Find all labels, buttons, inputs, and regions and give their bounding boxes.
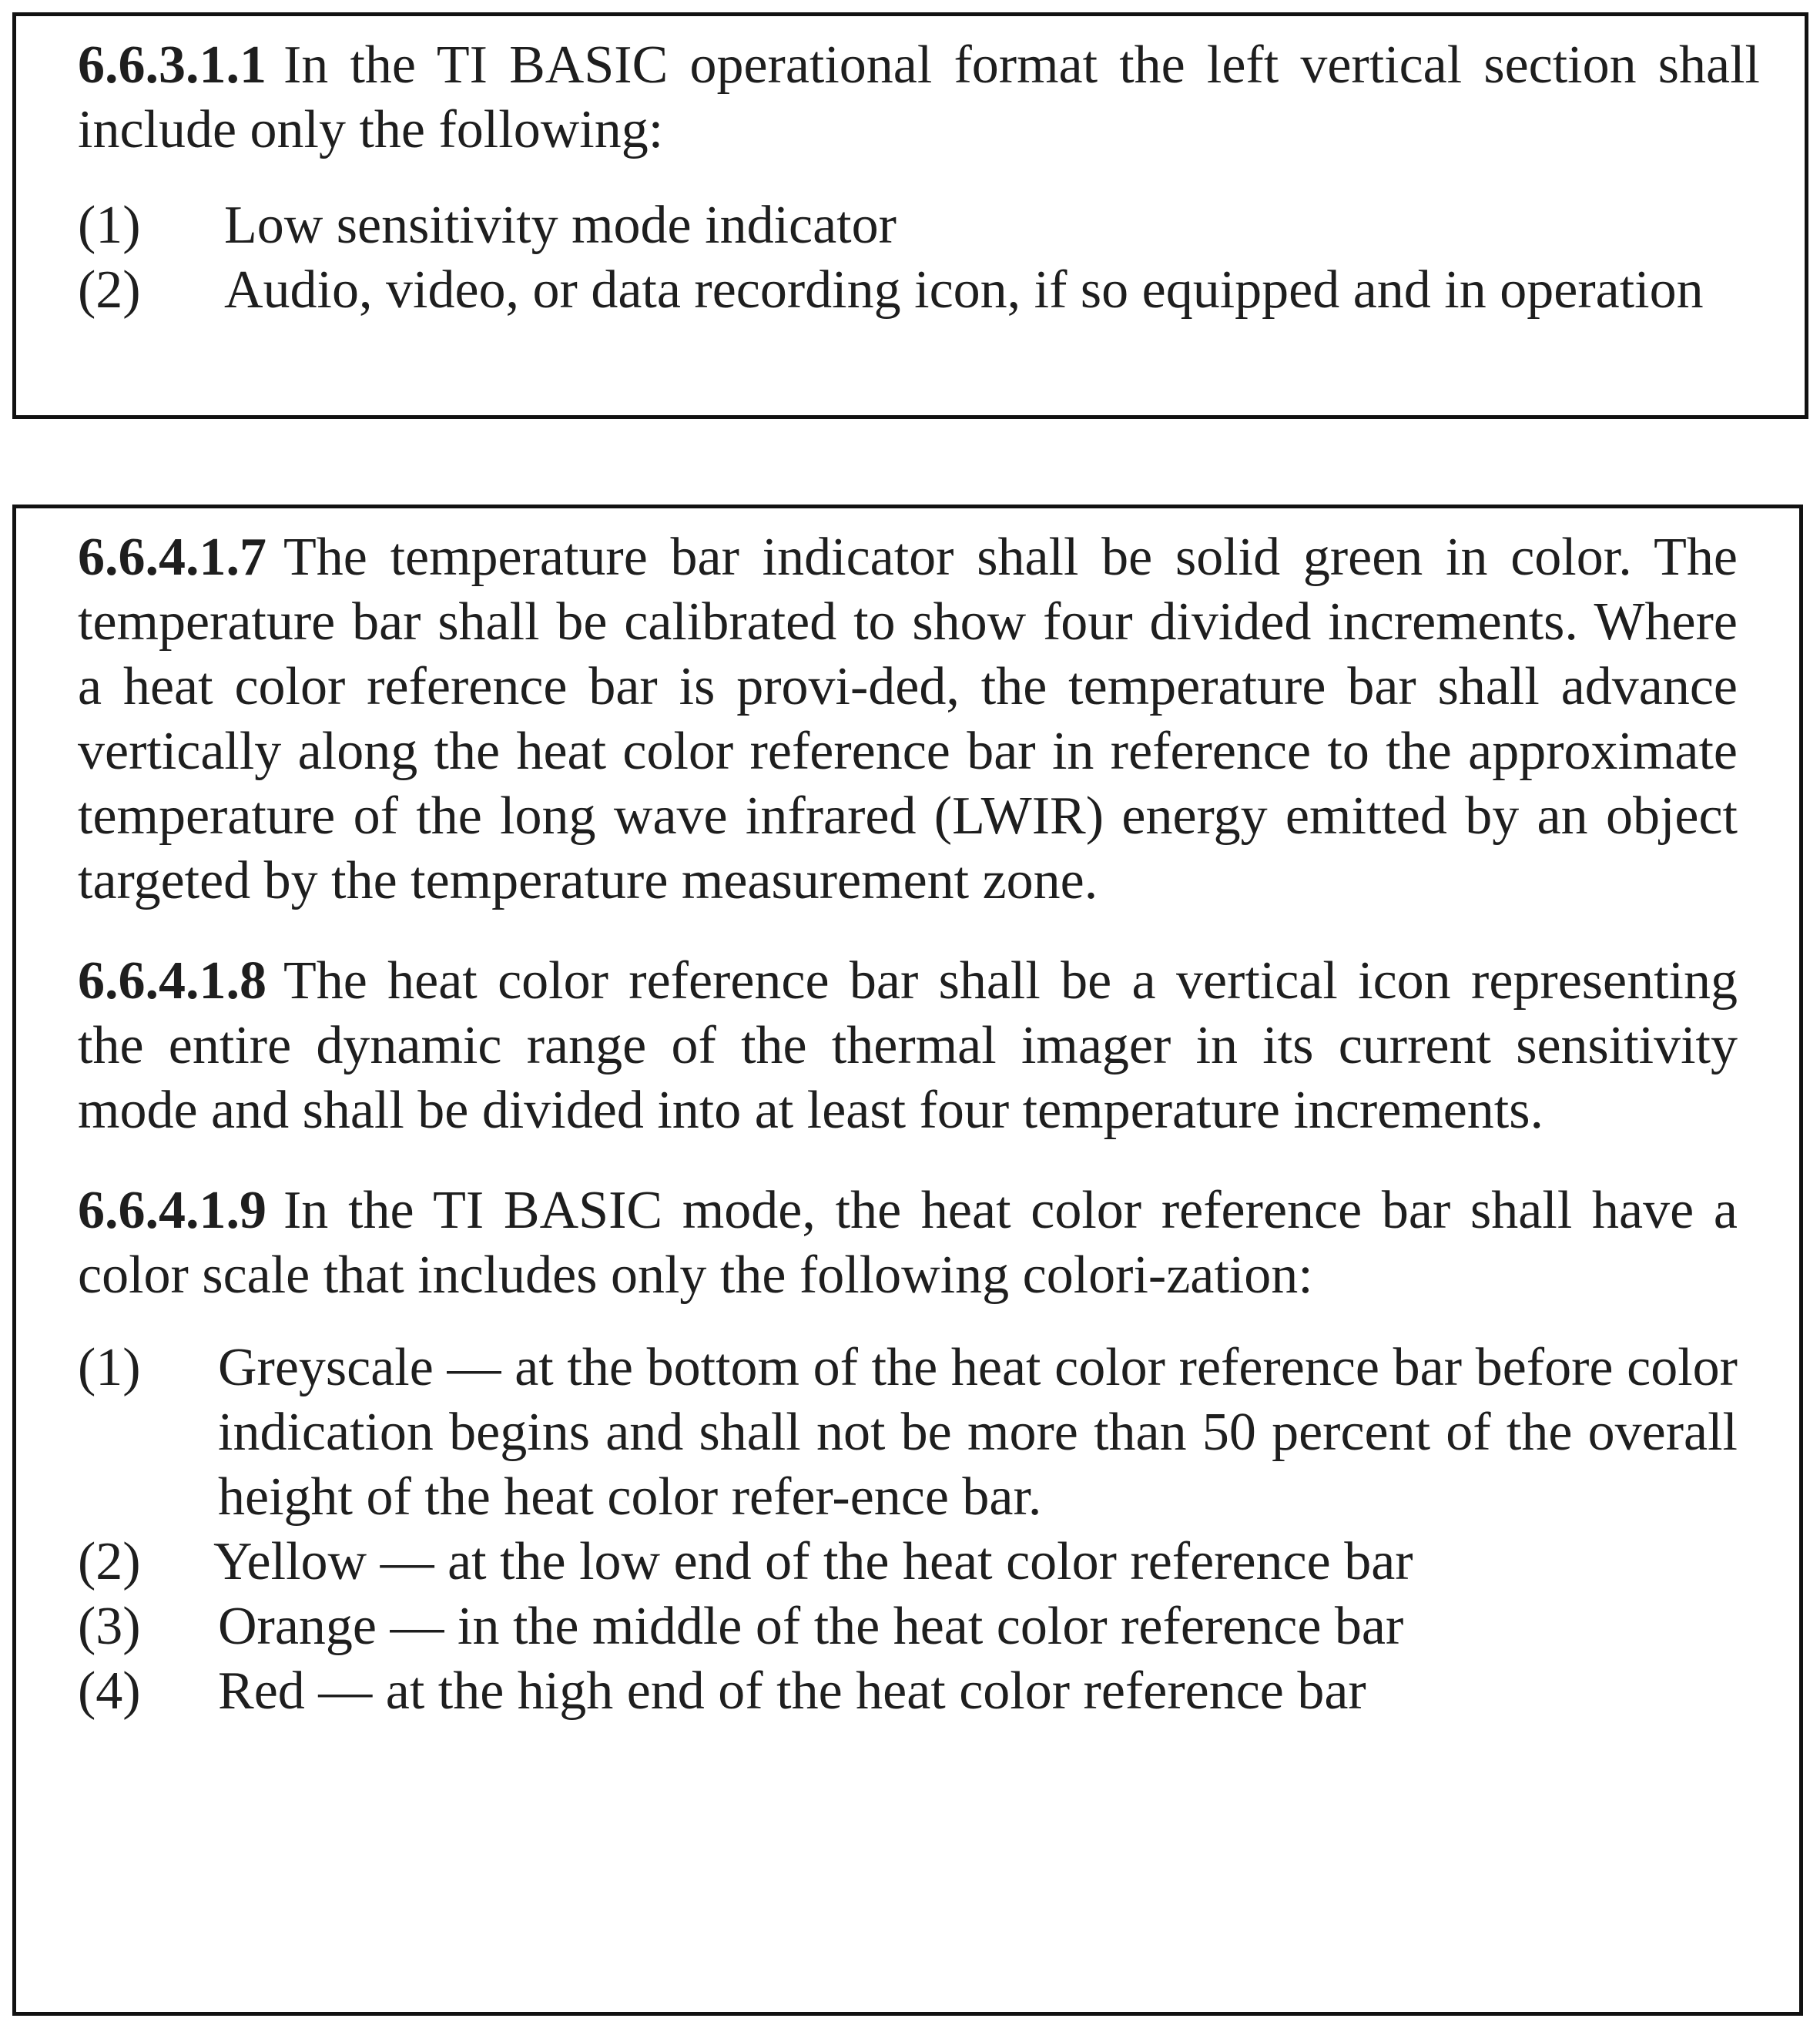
paragraph-number: 6.6.3.1.1	[78, 35, 266, 95]
list-item-label: (1)	[78, 1338, 141, 1397]
list-item-label: (4)	[78, 1661, 141, 1721]
paragraph-6-6-3-1-1	[78, 33, 1760, 163]
paragraph-number: 6.6.4.1.7	[78, 528, 266, 587]
paragraph-6-6-4-1-8	[78, 949, 1738, 1143]
list-item-text: Yellow — at the low end of the heat color reference bar	[213, 1532, 1413, 1591]
list-item-label: (3)	[78, 1597, 141, 1656]
list-item-label: (1)	[78, 196, 141, 255]
requirement-box-6-6-3-1-1	[12, 12, 1808, 419]
list-left-vertical-section	[78, 193, 1760, 323]
paragraph-number: 6.6.4.1.8	[78, 951, 266, 1011]
list-colorization	[78, 1336, 1738, 1724]
list-item-label: (2)	[78, 1532, 141, 1591]
requirement-box-6-6-4-1	[12, 505, 1803, 2016]
list-item	[78, 258, 1760, 323]
paragraph-text: In the TI BASIC operational format the left vertical section shall include only the following:	[78, 35, 1760, 159]
list-item-text: Orange — in the middle of the heat color reference bar	[218, 1597, 1404, 1656]
paragraph-text: In the TI BASIC mode, the heat color reference bar shall have a color scale that includes only the following colori-zation:	[78, 1181, 1738, 1305]
list-item	[78, 1659, 1738, 1724]
list-item	[78, 193, 1760, 258]
list-item-text: Audio, video, or data recording icon, if so equipped and in operation	[224, 260, 1704, 320]
paragraph-text: The heat color reference bar shall be a vertical icon representing the entire dynamic range of the thermal imager in its current sensitivity mode and shall be divided into at least four temperature increments.	[78, 951, 1738, 1140]
paragraph-6-6-4-1-7	[78, 525, 1738, 914]
list-item-label: (2)	[78, 260, 141, 320]
paragraph-6-6-4-1-9	[78, 1178, 1738, 1308]
list-item	[78, 1336, 1738, 1530]
list-item-text: Low sensitivity mode indicator	[224, 196, 897, 255]
paragraph-text: The temperature bar indicator shall be solid green in color. The temperature bar shall be calibrated to show four divided increments. Where a heat color reference bar is provi-ded, the temperature bar shall advance vertically along the heat color reference bar in reference to the approximate temperature of the long wave infrared (LWIR) energy emitted by an object targeted by the temperature measurement zone.	[78, 528, 1738, 910]
paragraph-number: 6.6.4.1.9	[78, 1181, 266, 1240]
list-item-text: Red — at the high end of the heat color reference bar	[218, 1661, 1366, 1721]
list-item-text: Greyscale — at the bottom of the heat color reference bar before color indication begins and shall not be more than 50 percent of the overall height of the heat color refer-ence bar.	[218, 1338, 1738, 1527]
list-item	[78, 1594, 1738, 1659]
list-item	[78, 1530, 1738, 1594]
